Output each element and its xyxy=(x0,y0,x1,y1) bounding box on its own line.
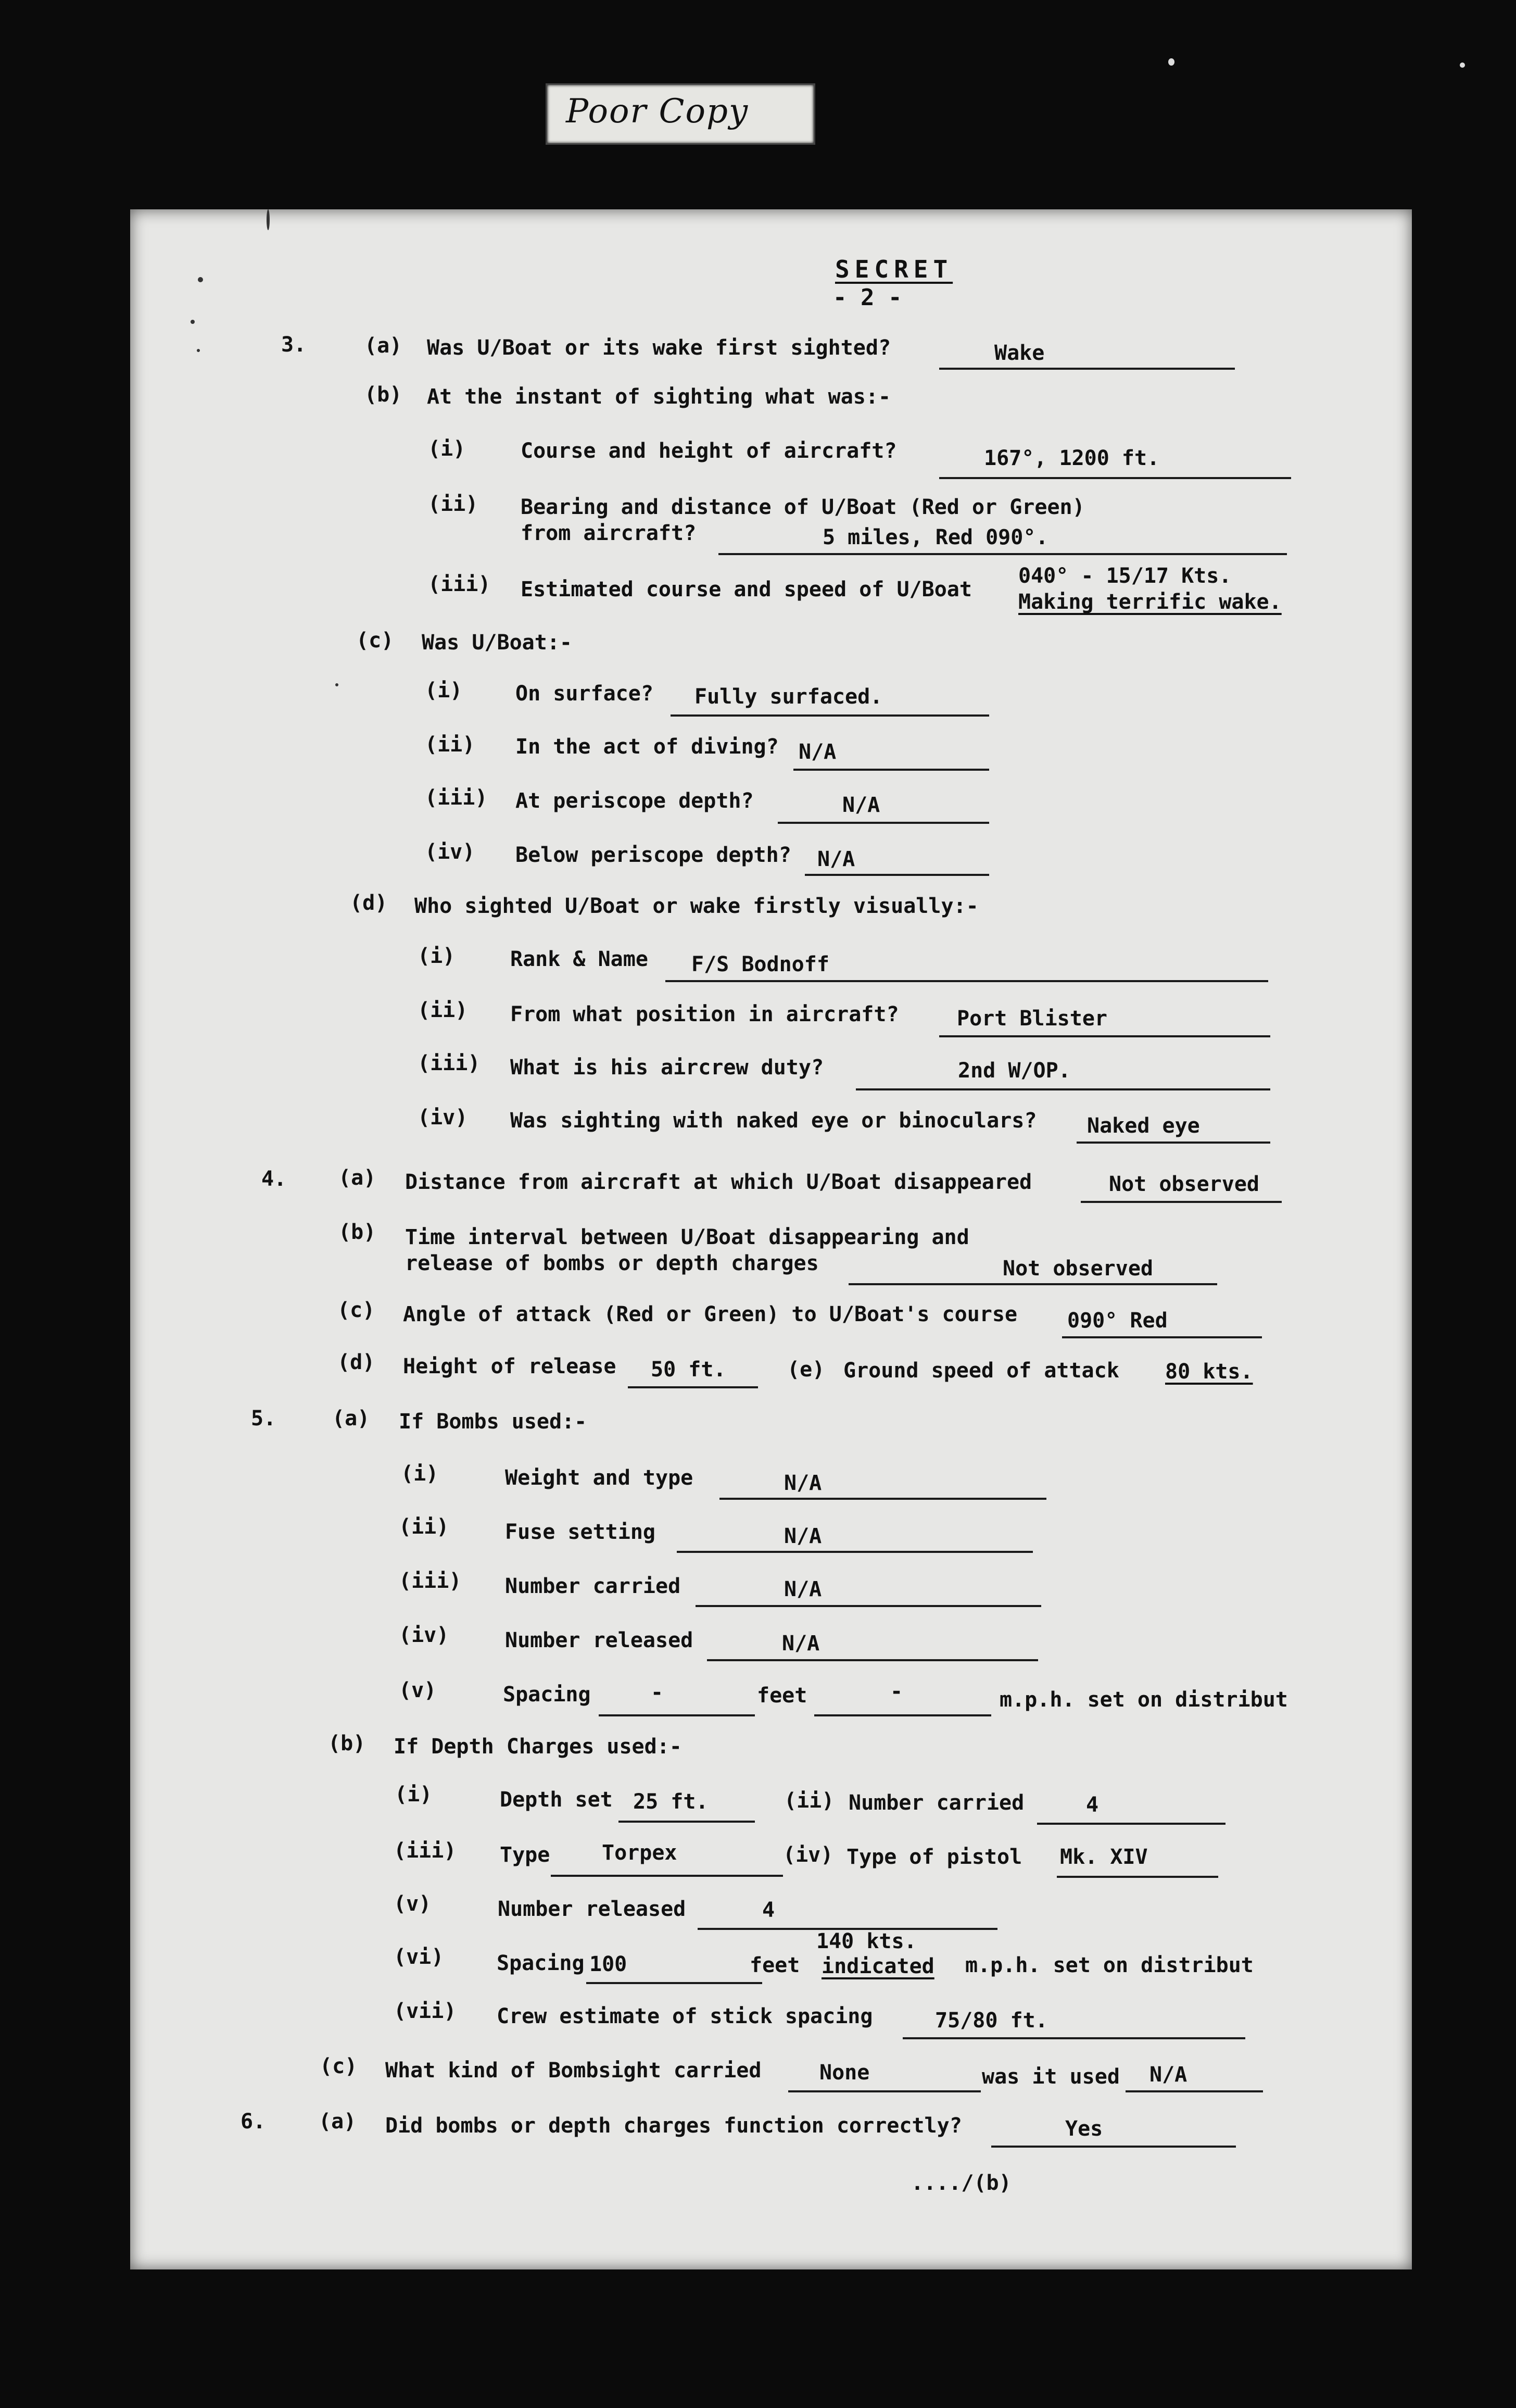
q5a-v-answer-2: - xyxy=(890,1679,903,1703)
section-number-3: 3. xyxy=(281,333,307,357)
q3c-iv-question: Below periscope depth? xyxy=(515,843,791,867)
q5b-vii-label: (vii) xyxy=(394,1999,457,2023)
q3a-answer: Wake xyxy=(994,341,1045,365)
q3c-ii-answer: N/A xyxy=(799,740,837,764)
q5a-iii-label: (iii) xyxy=(399,1569,462,1593)
q5b-vi-question: Spacing xyxy=(497,1951,585,1975)
q3d-iii-label: (iii) xyxy=(418,1051,481,1075)
q5b-i-question: Depth set xyxy=(500,1788,613,1812)
q4a-label: (a) xyxy=(338,1166,376,1190)
q5b-vii-question: Crew estimate of stick spacing xyxy=(497,2004,873,2028)
q5a-question: If Bombs used:- xyxy=(399,1410,587,1434)
q5a-ii-answer: N/A xyxy=(784,1524,822,1548)
answer-line xyxy=(939,477,1291,479)
q5a-iv-label: (iv) xyxy=(399,1623,449,1647)
q3d-iv-answer: Naked eye xyxy=(1087,1114,1200,1138)
q4c-question: Angle of attack (Red or Green) to U/Boat's course xyxy=(403,1302,1018,1326)
q5b-vi-answer-2: indicated xyxy=(822,1954,934,1978)
answer-line xyxy=(719,1498,1046,1500)
answer-line xyxy=(805,874,989,876)
q5b-vi-label: (vi) xyxy=(394,1945,444,1969)
q3d-iii-question: What is his aircrew duty? xyxy=(510,1056,824,1080)
q5a-iv-question: Number released xyxy=(505,1628,693,1652)
q3b-i-label: (i) xyxy=(428,437,466,461)
q4c-answer: 090° Red xyxy=(1067,1309,1168,1333)
q3b-ii-label: (ii) xyxy=(428,492,478,516)
q3b-ii-question: Bearing and distance of U/Boat (Red or Green) xyxy=(521,495,1085,519)
ink-mark xyxy=(197,349,200,352)
answer-line xyxy=(1062,1336,1262,1338)
q5b-vi-feet: feet xyxy=(750,1953,800,1977)
q3b-iii-answer: 040° - 15/17 Kts. xyxy=(1018,564,1232,588)
q5b-v-label: (v) xyxy=(394,1892,432,1916)
q5c-answer: None xyxy=(819,2061,870,2085)
q4b-question-cont: release of bombs or depth charges xyxy=(405,1251,819,1275)
q3c-iv-label: (iv) xyxy=(425,840,475,864)
poor-copy-stamp xyxy=(546,83,815,145)
section-number-6: 6. xyxy=(241,2110,266,2134)
q3d-ii-question: From what position in aircraft? xyxy=(510,1002,899,1026)
answer-line xyxy=(1037,1823,1226,1825)
continuation-note: ..../(b) xyxy=(911,2171,1012,2195)
page-number: - 2 - xyxy=(833,284,902,311)
ink-mark xyxy=(335,683,338,686)
q5c-question-2: was it used xyxy=(982,2065,1120,2089)
section-number-5: 5. xyxy=(251,1407,276,1431)
answer-line xyxy=(939,1035,1270,1037)
q5b-iv-label: (iv) xyxy=(783,1843,833,1867)
q5a-i-answer: N/A xyxy=(784,1471,822,1495)
section-number-4: 4. xyxy=(261,1167,287,1191)
q5b-label: (b) xyxy=(328,1732,366,1755)
q4b-answer: Not observed xyxy=(1003,1257,1153,1281)
q3d-iii-answer: 2nd W/OP. xyxy=(958,1059,1071,1083)
answer-line xyxy=(903,2037,1245,2039)
q3b-ii-question-cont: from aircraft? xyxy=(521,521,697,545)
q3c-iii-label: (iii) xyxy=(425,786,488,810)
q3c-i-label: (i) xyxy=(425,679,463,703)
answer-line xyxy=(991,2146,1236,2148)
ink-mark xyxy=(198,277,203,282)
q3b-question: At the instant of sighting what was:- xyxy=(427,385,891,409)
q5a-v-question: Spacing xyxy=(503,1683,591,1707)
q5b-question: If Depth Charges used:- xyxy=(394,1735,682,1759)
answer-line xyxy=(849,1283,1217,1285)
q5b-vi-tail: m.p.h. set on distribut xyxy=(965,1953,1254,1977)
q5a-i-question: Weight and type xyxy=(505,1466,693,1490)
answer-line xyxy=(856,1088,1270,1090)
q4e-answer: 80 kts. xyxy=(1165,1360,1253,1384)
classification-heading: SECRET xyxy=(835,255,953,283)
q3c-ii-label: (ii) xyxy=(425,733,475,757)
q4d-question: Height of release xyxy=(403,1354,616,1378)
q4d-answer: 50 ft. xyxy=(651,1358,726,1382)
q3d-question: Who sighted U/Boat or wake firstly visually:- xyxy=(414,894,979,918)
q3c-ii-question: In the act of diving? xyxy=(515,735,779,759)
q4a-question: Distance from aircraft at which U/Boat disappeared xyxy=(405,1170,1032,1194)
ink-mark xyxy=(191,320,195,324)
stamp-text: Poor Copy xyxy=(566,92,749,131)
q5b-v-question: Number released xyxy=(498,1897,686,1921)
q5a-v-feet: feet xyxy=(757,1684,807,1708)
q5a-i-label: (i) xyxy=(401,1462,439,1486)
q5a-iv-answer: N/A xyxy=(782,1632,820,1656)
q3d-ii-answer: Port Blister xyxy=(957,1007,1107,1031)
q3b-label: (b) xyxy=(364,383,402,407)
q5a-ii-label: (ii) xyxy=(399,1515,449,1539)
q5b-i-answer: 25 ft. xyxy=(633,1790,709,1814)
q3d-i-answer: F/S Bodnoff xyxy=(691,952,829,976)
answer-line xyxy=(599,1714,755,1716)
q4e-question: Ground speed of attack xyxy=(843,1359,1119,1383)
q5a-v-answer: - xyxy=(651,1680,664,1704)
answer-line xyxy=(671,714,989,717)
answer-line xyxy=(628,1386,758,1388)
q3c-i-answer: Fully surfaced. xyxy=(694,685,883,709)
q5b-i-label: (i) xyxy=(395,1783,433,1807)
answer-line xyxy=(551,1875,783,1877)
q3b-iii-question: Estimated course and speed of U/Boat xyxy=(521,578,972,601)
answer-line xyxy=(718,553,1287,555)
q5c-question: What kind of Bombsight carried xyxy=(385,2059,762,2083)
answer-line xyxy=(696,1605,1041,1607)
q3d-iv-label: (iv) xyxy=(418,1106,468,1130)
q3c-i-question: On surface? xyxy=(515,682,653,706)
answer-line xyxy=(778,822,989,824)
answer-line xyxy=(586,1982,762,1984)
q5b-iii-label: (iii) xyxy=(394,1839,457,1863)
q5b-iii-question: Type xyxy=(500,1843,550,1867)
q5b-ii-question: Number carried xyxy=(849,1791,1025,1815)
answer-line xyxy=(1077,1142,1270,1144)
q3d-ii-label: (ii) xyxy=(418,998,468,1022)
answer-line xyxy=(793,769,989,771)
q5b-ii-answer: 4 xyxy=(1086,1793,1099,1817)
q5b-iv-answer: Mk. XIV xyxy=(1060,1845,1148,1869)
q6a-question: Did bombs or depth charges function correctly? xyxy=(385,2114,962,2138)
q5a-ii-question: Fuse setting xyxy=(505,1520,655,1544)
answer-line xyxy=(677,1551,1033,1553)
q6a-label: (a) xyxy=(319,2110,357,2134)
q4d-label: (d) xyxy=(337,1350,375,1374)
q5a-label: (a) xyxy=(332,1407,370,1431)
q4c-label: (c) xyxy=(337,1298,375,1322)
q3c-question: Was U/Boat:- xyxy=(422,631,572,655)
q5a-iii-answer: N/A xyxy=(784,1577,822,1601)
q3c-iii-question: At periscope depth? xyxy=(515,789,754,813)
q5b-iii-answer: Torpex xyxy=(602,1841,677,1865)
q3d-iv-question: Was sighting with naked eye or binoculars? xyxy=(510,1109,1037,1133)
q5c-label: (c) xyxy=(320,2054,358,2078)
q3d-label: (d) xyxy=(350,891,388,915)
q3b-i-question: Course and height of aircraft? xyxy=(521,439,897,463)
q5b-v-answer: 4 xyxy=(762,1898,775,1922)
q3c-iv-answer: N/A xyxy=(817,847,855,871)
answer-line xyxy=(1057,1876,1218,1878)
q3a-question: Was U/Boat or its wake first sighted? xyxy=(427,336,891,360)
q4e-label: (e) xyxy=(787,1358,825,1382)
q3a-label: (a) xyxy=(364,334,402,358)
q3c-iii-answer: N/A xyxy=(842,793,880,817)
q5b-ii-label: (ii) xyxy=(784,1789,835,1813)
answer-line xyxy=(939,368,1235,370)
q3d-i-label: (i) xyxy=(418,944,456,968)
q3b-ii-answer: 5 miles, Red 090°. xyxy=(823,525,1048,549)
q5a-iii-question: Number carried xyxy=(505,1574,681,1598)
dust-speck xyxy=(1460,62,1465,68)
q6a-answer: Yes xyxy=(1065,2117,1103,2141)
answer-line xyxy=(618,1821,755,1823)
answer-line xyxy=(707,1659,1038,1661)
answer-line xyxy=(814,1714,991,1716)
q5c-answer-2: N/A xyxy=(1149,2063,1187,2087)
answer-line xyxy=(1126,2090,1263,2092)
q4b-question: Time interval between U/Boat disappearing and xyxy=(405,1225,969,1249)
answer-line xyxy=(1081,1201,1282,1203)
q3c-label: (c) xyxy=(356,629,394,653)
q5a-v-label: (v) xyxy=(399,1678,437,1702)
q3b-i-answer: 167°, 1200 ft. xyxy=(984,446,1160,470)
q3b-iii-label: (iii) xyxy=(428,572,491,596)
q3d-i-question: Rank & Name xyxy=(510,947,648,971)
q4a-answer: Not observed xyxy=(1109,1172,1259,1196)
q4b-label: (b) xyxy=(338,1220,376,1244)
answer-line xyxy=(788,2090,981,2092)
q5b-vi-answer: 100 xyxy=(589,1952,627,1976)
q5b-iv-question: Type of pistol xyxy=(847,1845,1022,1869)
q3b-iii-answer-cont: Making terrific wake. xyxy=(1018,590,1282,614)
q5b-vi-answer-top: 140 kts. xyxy=(816,1929,917,1953)
dust-speck xyxy=(1168,58,1174,66)
answer-line xyxy=(665,980,1268,982)
ink-mark xyxy=(267,209,270,230)
document-page xyxy=(130,209,1412,2269)
q5b-vii-answer: 75/80 ft. xyxy=(935,2009,1048,2033)
q5a-v-tail: m.p.h. set on distribut xyxy=(1000,1688,1288,1712)
